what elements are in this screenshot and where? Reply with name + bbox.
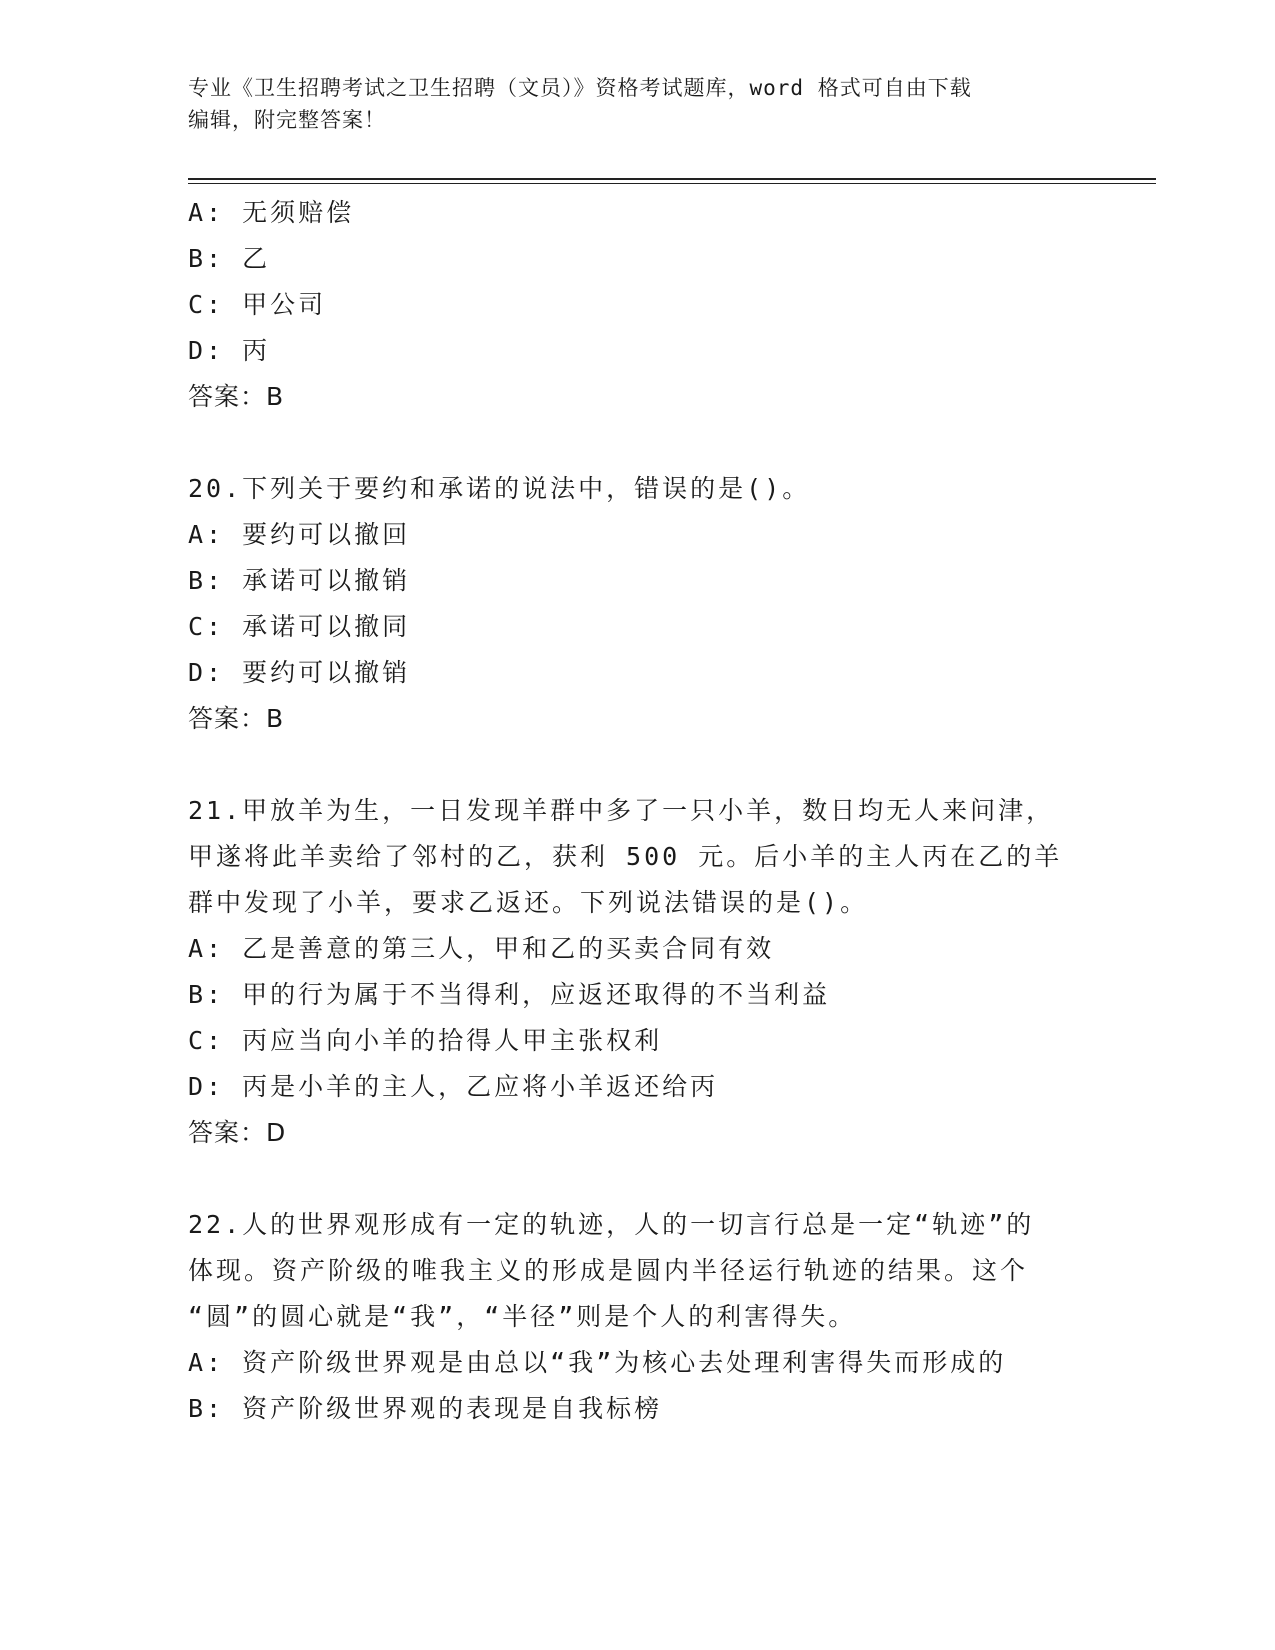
option-b: B: 资产阶级世界观的表现是自我标榜 — [188, 1394, 663, 1423]
question-stem: 22.人的世界观形成有一定的轨迹，人的一切言行总是一定“轨迹”的 — [188, 1210, 1035, 1239]
document-header — [188, 72, 1088, 136]
header-line-1: 专业《卫生招聘考试之卫生招聘（文员）》资格考试题库，word 格式可自由下载 — [188, 76, 972, 100]
question-stem: 群中发现了小羊，要求乙返还。下列说法错误的是()。 — [188, 888, 869, 917]
spacer — [188, 1156, 1088, 1202]
option-d: D: 要约可以撤销 — [188, 658, 411, 687]
option-d: D: 丙是小羊的主人，乙应将小羊返还给丙 — [188, 1072, 719, 1101]
question-list — [188, 190, 1088, 1432]
question-stem: “圆”的圆心就是“我”，“半径”则是个人的利害得失。 — [188, 1302, 857, 1331]
question-stem: 甲遂将此羊卖给了邻村的乙，获利 500 元。后小羊的主人丙在乙的羊 — [188, 842, 1063, 871]
option-c: C: 甲公司 — [188, 290, 327, 319]
option-b: B: 甲的行为属于不当得利，应返还取得的不当利益 — [188, 980, 831, 1009]
header-divider-thin — [188, 183, 1156, 184]
option-d: D: 丙 — [188, 336, 271, 365]
option-a: A: 资产阶级世界观是由总以“我”为核心去处理利害得失而形成的 — [188, 1348, 1007, 1377]
answer-line: 答案：B — [188, 704, 285, 733]
question-21 — [188, 788, 1088, 1156]
header-line-2: 编辑，附完整答案！ — [188, 108, 386, 132]
option-c: C: 丙应当向小羊的拾得人甲主张权利 — [188, 1026, 663, 1055]
option-a: A: 要约可以撤回 — [188, 520, 411, 549]
option-b: B: 承诺可以撤销 — [188, 566, 411, 595]
option-a: A: 乙是善意的第三人，甲和乙的买卖合同有效 — [188, 934, 775, 963]
question-stem: 体现。资产阶级的唯我主义的形成是圆内半径运行轨迹的结果。这个 — [188, 1256, 1029, 1285]
option-b: B: 乙 — [188, 244, 271, 273]
question-stem: 21.甲放羊为生，一日发现羊群中多了一只小羊，数日均无人来问津， — [188, 796, 1055, 825]
spacer — [188, 420, 1088, 466]
question-stem: 20.下列关于要约和承诺的说法中，错误的是()。 — [188, 474, 811, 503]
option-a: A: 无须赔偿 — [188, 198, 355, 227]
answer-line: 答案：D — [188, 1118, 287, 1147]
option-c: C: 承诺可以撤同 — [188, 612, 411, 641]
header-divider-thick — [188, 178, 1156, 180]
answer-line: 答案：B — [188, 382, 285, 411]
question-20 — [188, 466, 1088, 742]
question-19-tail — [188, 190, 1088, 420]
question-22 — [188, 1202, 1088, 1432]
spacer — [188, 742, 1088, 788]
